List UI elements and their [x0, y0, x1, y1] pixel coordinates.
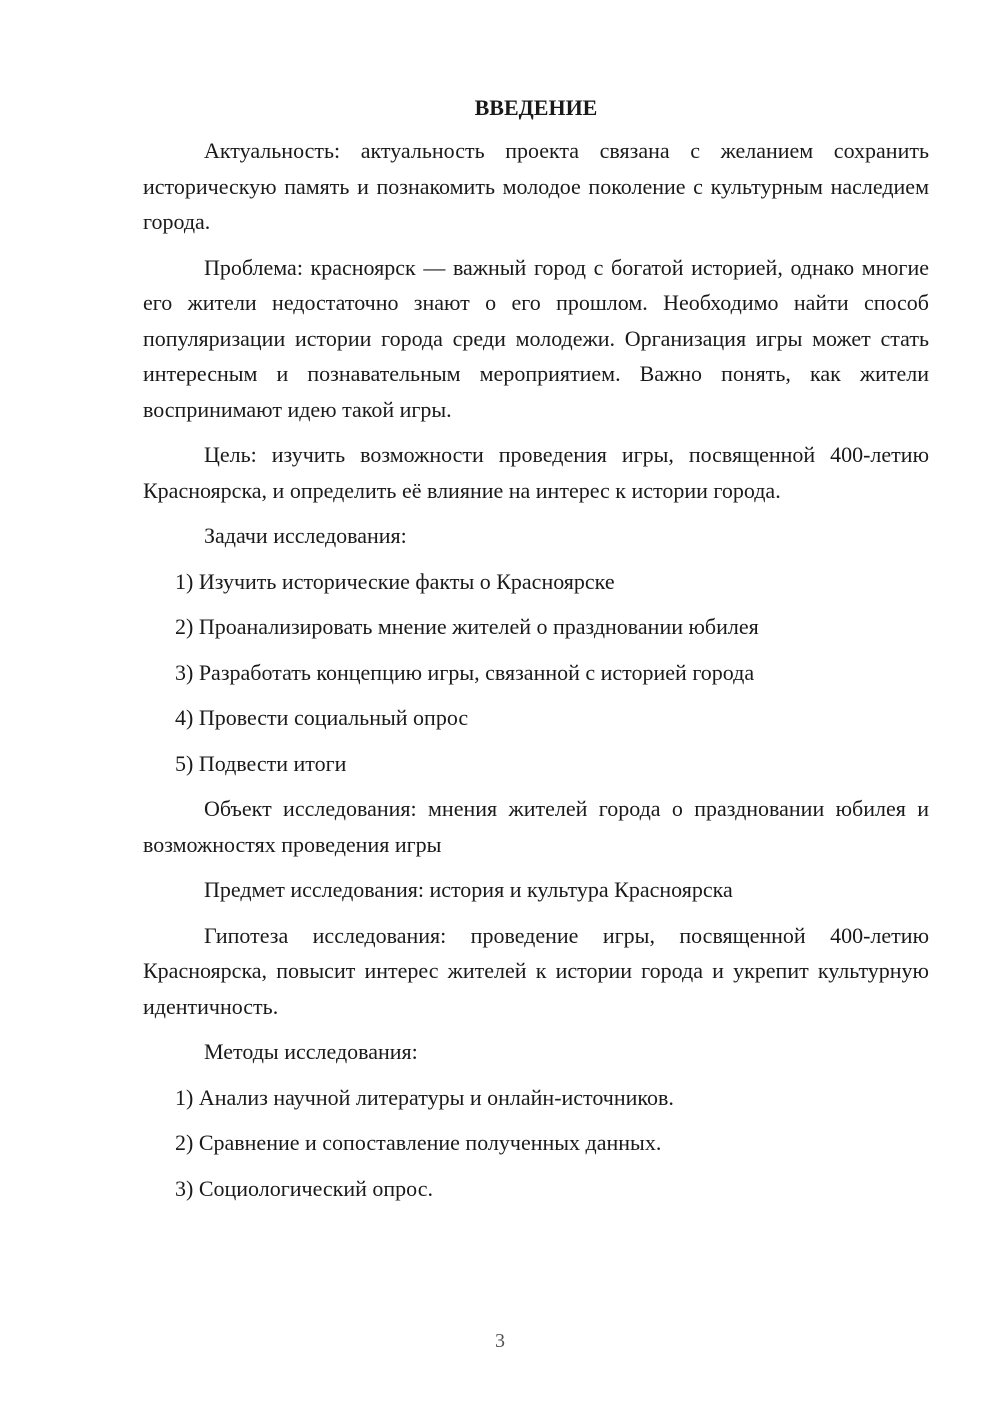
methods-list	[143, 1080, 929, 1207]
relevance-paragraph: Актуальность: актуальность проекта связана с желанием сохранить историческую память и познакомить молодое поколение с культурным наследием города.	[143, 138, 929, 234]
page-number: 3	[495, 1330, 505, 1352]
hypothesis-paragraph: Гипотеза исследования: проведение игры, посвященной 400-летию Красноярска, повысит интерес жителей к истории города и укрепит культурную идентичность.	[143, 922, 929, 1019]
method-item: 3) Социологический опрос.	[175, 1175, 433, 1201]
goal-paragraph: Цель: изучить возможности проведения игры, посвященной 400-летию Красноярска, и определить её влияние на интерес к истории города.	[143, 442, 929, 503]
tasks-heading: Задачи исследования:	[204, 523, 407, 548]
method-item: 1) Анализ научной литературы и онлайн-источников.	[175, 1084, 674, 1110]
task-item: 5) Подвести итоги	[175, 750, 347, 776]
task-item: 1) Изучить исторические факты о Красноярске	[175, 568, 615, 594]
tasks-list	[143, 564, 929, 782]
problem-paragraph: Проблема: красноярск — важный город с богатой историей, однако многие его жители недостаточно знают о его прошлом. Необходимо найти способ популяризации истории города среди молодежи. Организация игры может стать интересным и познавательным мероприятием. Важно понять, как жители воспринимают идею такой игры.	[143, 254, 929, 422]
object-paragraph: Объект исследования: мнения жителей города о праздновании юбилея и возможностях проведения игры	[143, 796, 929, 857]
task-item: 3) Разработать концепцию игры, связанной с историей города	[175, 659, 755, 685]
task-item: 4) Провести социальный опрос	[175, 705, 469, 730]
subject-paragraph: Предмет исследования: история и культура Красноярска	[204, 877, 733, 902]
method-item: 2) Сравнение и сопоставление полученных данных.	[175, 1130, 662, 1155]
document-page	[143, 90, 929, 1216]
page-title: ВВЕДЕНИЕ	[474, 95, 598, 120]
task-item: 2) Проанализировать мнение жителей о праздновании юбилея	[175, 614, 759, 639]
methods-heading: Методы исследования:	[204, 1039, 418, 1064]
